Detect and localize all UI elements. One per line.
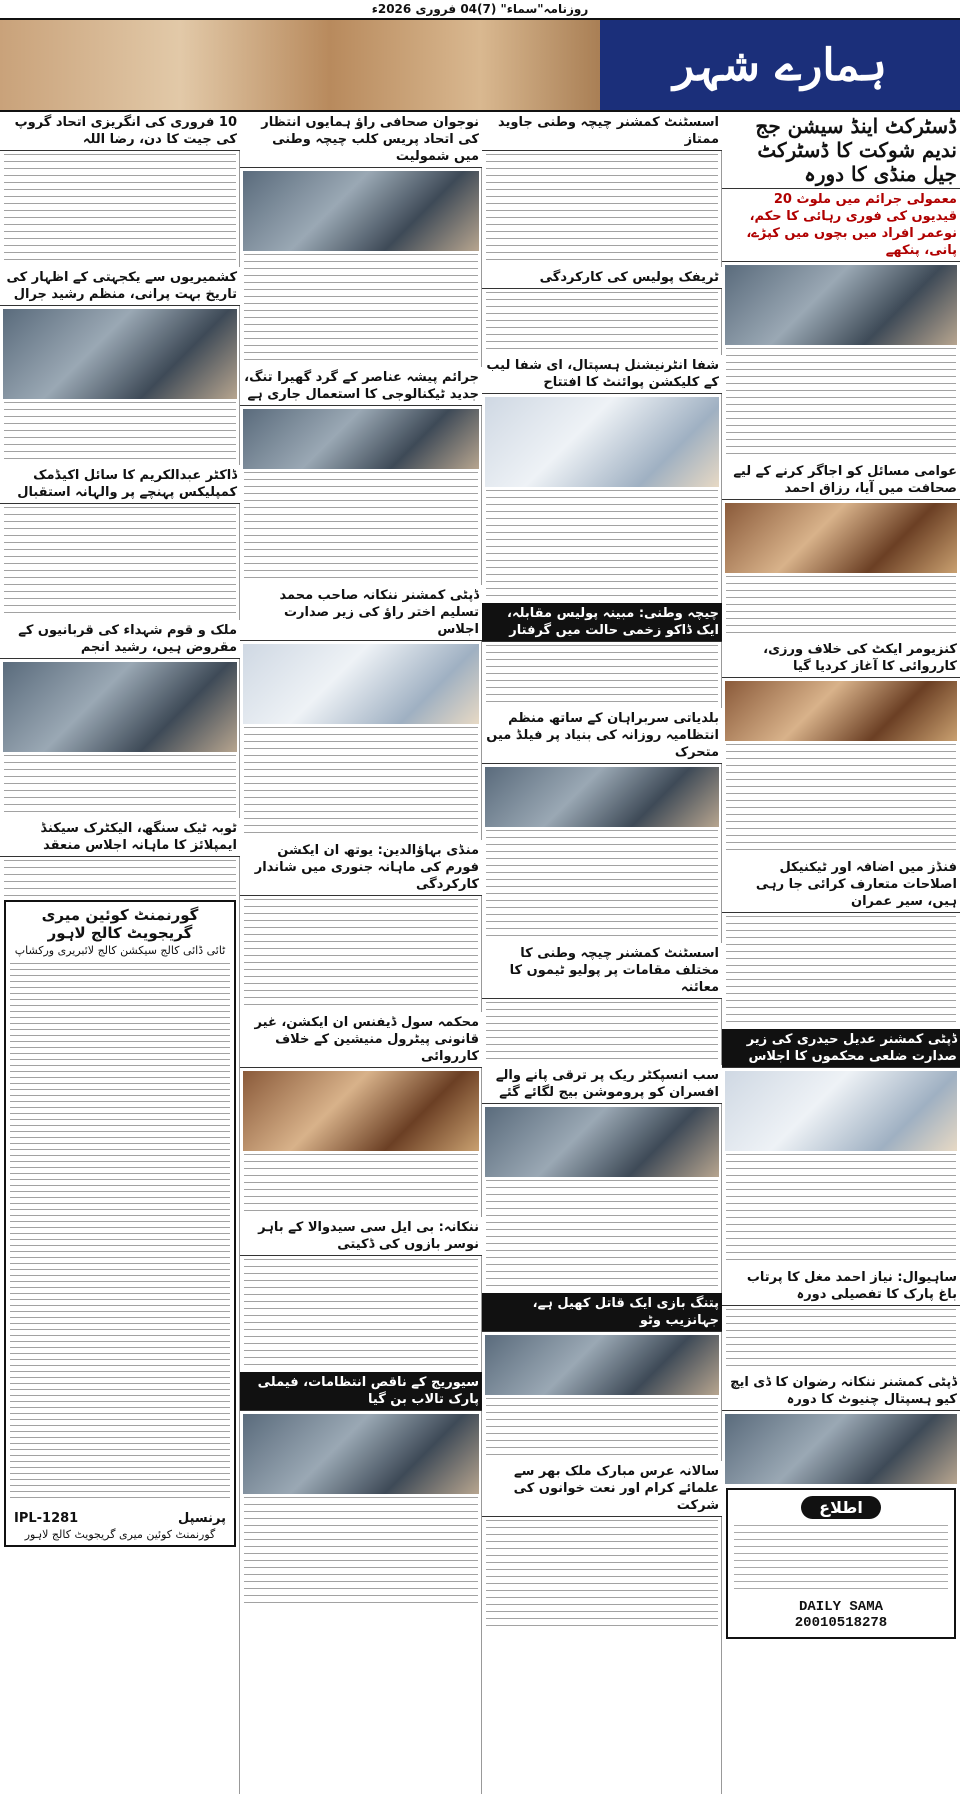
headline: اسسٹنٹ کمشنر چیچہ وطنی جاوید ممتاز xyxy=(482,112,722,151)
photo xyxy=(725,503,957,573)
lead-subheadline: معمولی جرائم میں ملوث 20 قیدیوں کی فوری رہائی کا حکم، نوعمر افراد میں بچوں میں کپڑے، پانی، پنکھے xyxy=(722,189,960,262)
article-text xyxy=(244,254,478,364)
masthead xyxy=(0,20,960,113)
group-photo xyxy=(3,662,237,752)
meeting-photo xyxy=(243,644,479,724)
headline: ڈپٹی کمشنر ننکانہ صاحب محمد تسلیم اختر راؤ کی زیر صدارت اجلاس xyxy=(240,585,482,641)
article-text xyxy=(244,1497,478,1607)
headline: 10 فروری کی انگریزی اتحاد گروپ کی جیت کا دن، رضا اللہ xyxy=(0,112,240,151)
notice-box xyxy=(726,1488,956,1639)
headline: شفا انٹرنیشنل ہسپتال، ای شفا لیب کے کلیکشن پوائنٹ کا افتتاح xyxy=(482,355,722,394)
article-text xyxy=(486,292,718,352)
article-text xyxy=(726,348,956,458)
headline: فنڈز میں اضافہ اور ٹیکنیکل اصلاحات متعارف کرائی جا رہی ہیں، سیر عمران xyxy=(722,857,960,913)
headline: ڈپٹی کمشنر ننکانہ رضوان کا ڈی ایچ کیو ہسپتال چنیوٹ کا دورہ xyxy=(722,1372,960,1411)
article-text xyxy=(486,830,718,940)
section-title: ہمارے شہر xyxy=(600,20,960,110)
article-text xyxy=(726,916,956,1026)
headline: کنزیومر ایکٹ کی خلاف ورزی، کارروائی کا آغاز کردیا گیا xyxy=(722,639,960,678)
column-2 xyxy=(481,112,722,1794)
notice-text xyxy=(734,1525,948,1595)
hospital-photo xyxy=(725,1414,957,1484)
article-text xyxy=(4,507,236,617)
article-text xyxy=(486,1002,718,1062)
article-text xyxy=(726,1154,956,1264)
article-text xyxy=(244,472,478,582)
portrait-photo xyxy=(3,309,237,399)
headline: ٹوبہ ٹیک سنگھ، الیکٹرک سیکنڈ ایمپلائز کا ماہانہ اجلاس منعقد xyxy=(0,818,240,857)
article-text xyxy=(486,645,718,705)
headline: نوجوان صحافی راؤ ہمایوں انتظار کی اتحاد پریس کلب چیچہ وطنی میں شمولیت xyxy=(240,112,482,168)
press-club-photo xyxy=(243,171,479,251)
inauguration-photo xyxy=(485,397,719,487)
masthead-photo xyxy=(0,20,600,110)
headline: جرائم پیشہ عناصر کے گرد گھیرا تنگ، جدید ٹیکنالوجی کا استعمال جاری ہے xyxy=(240,367,482,406)
headline: اسسٹنٹ کمشنر چیچہ وطنی کا مختلف مقامات پر پولیو ٹیموں کا معائنہ xyxy=(482,943,722,999)
lead-headline: ڈسٹرکٹ اینڈ سیشن جج ندیم شوکت کا ڈسٹرکٹ جیل منڈی کا دورہ xyxy=(722,112,960,189)
headline: سب انسپکٹر ریک پر ترقی پانے والے افسران کو پروموشن بیج لگائے گئے xyxy=(482,1065,722,1104)
headline: ننکانہ: بی ایل سی سیدوالا کے باہر نوسر بازوں کی ڈکیتی xyxy=(240,1217,482,1256)
column-3 xyxy=(239,112,482,1794)
photo xyxy=(243,1071,479,1151)
headline: ساہیوال: نیاز احمد مغل کا پرتاب باغ پارک کا تفصیلی دورہ xyxy=(722,1267,960,1306)
column-1 xyxy=(721,112,960,1794)
article-text xyxy=(244,899,478,1009)
notice-number: 20010518278 xyxy=(794,1615,888,1631)
article-text xyxy=(244,1154,478,1214)
headline: بلدیاتی سربراہان کے ساتھ منظم انتظامیہ روزانہ کی بنیاد پر فیلڈ میں متحرک xyxy=(482,708,722,764)
notice-brand: DAILY SAMA xyxy=(798,1599,883,1615)
article-text xyxy=(4,402,236,462)
article-text xyxy=(244,727,478,837)
columns xyxy=(0,112,960,1794)
ad-body xyxy=(10,963,230,1503)
article-text xyxy=(244,1259,478,1369)
headline: ٹریفک پولیس کی کارکردگی xyxy=(482,267,722,289)
article-text xyxy=(486,1180,718,1290)
headline: سیوریج کے ناقص انتظامات، فیملی پارک تالاب بن گیا xyxy=(240,1372,482,1411)
park-photo xyxy=(243,1414,479,1494)
headline: ڈپٹی کمشنر عدیل حیدری کی زیر صدارت ضلعی محکموں کا اجلاس xyxy=(722,1029,960,1068)
article-text xyxy=(726,1309,956,1369)
notice-title: اطلاع xyxy=(801,1496,881,1519)
field-photo xyxy=(485,767,719,827)
ad-title: گورنمنٹ کوئین میری گریجویٹ کالج لاہور xyxy=(41,906,199,942)
dateline: روزنامہ"سماء" (7)04 فروری 2026ء xyxy=(0,0,960,20)
ad-code: IPL-1281 xyxy=(14,1511,79,1526)
headline: ملک و قوم شہداء کی قربانیوں کے مقروض ہیں، رشید انجم xyxy=(0,620,240,659)
headline: سالانہ عرس مبارک ملک بھر سے علمائے کرام اور نعت خوانوں کی شرکت xyxy=(482,1461,722,1517)
headline: عوامی مسائل کو اجاگر کرنے کے لیے صحافت میں آیا، رزاق احمد xyxy=(722,461,960,500)
photo xyxy=(725,681,957,741)
jail-visit-photo xyxy=(725,265,957,345)
photo xyxy=(243,409,479,469)
article-text xyxy=(486,154,718,264)
article-text xyxy=(486,1398,718,1458)
headline: ڈاکٹر عبدالکریم کا سائل اکیڈمک کمپلیکس پہنچے پر والہانہ استقبال xyxy=(0,465,240,504)
meeting-photo xyxy=(725,1071,957,1151)
headline: پتنگ بازی ایک قاتل کھیل ہے، جہانزیب وٹو xyxy=(482,1293,722,1332)
ad-footer xyxy=(10,1511,230,1526)
college-advertisement xyxy=(4,900,236,1547)
article-text xyxy=(4,860,236,896)
headline: محکمہ سول ڈیفنس ان ایکشن، غیر قانونی پیٹرول منیشین کے خلاف کارروائی xyxy=(240,1012,482,1068)
ad-subtitle: ٹائی ڈائی کالج سیکشن کالج لائبریری ورکشاپ xyxy=(14,944,226,957)
article-text xyxy=(486,1520,718,1630)
headline: کشمیریوں سے یکجہتی کے اظہار کی تاریخ بہت پرانی، منظم رشید جرال xyxy=(0,267,240,306)
column-4 xyxy=(0,112,240,1794)
promotion-photo xyxy=(485,1107,719,1177)
article-text xyxy=(486,490,718,600)
headline: منڈی بہاؤالدین: یوتھ ان ایکشن فورم کی ماہانہ جنوری میں شاندار کارکردگی xyxy=(240,840,482,896)
photo xyxy=(485,1335,719,1395)
article-text xyxy=(4,755,236,815)
article-text xyxy=(4,154,236,264)
ad-sign-subtitle: گورنمنٹ کوئین میری گریجویٹ کالج لاہور xyxy=(24,1528,216,1541)
headline: چیچہ وطنی: مبینہ پولیس مقابلہ، ایک ڈاکو زخمی حالت میں گرفتار xyxy=(482,603,722,642)
ad-sign: پرنسپل xyxy=(178,1511,226,1526)
article-text xyxy=(726,576,956,636)
article-text xyxy=(726,744,956,854)
